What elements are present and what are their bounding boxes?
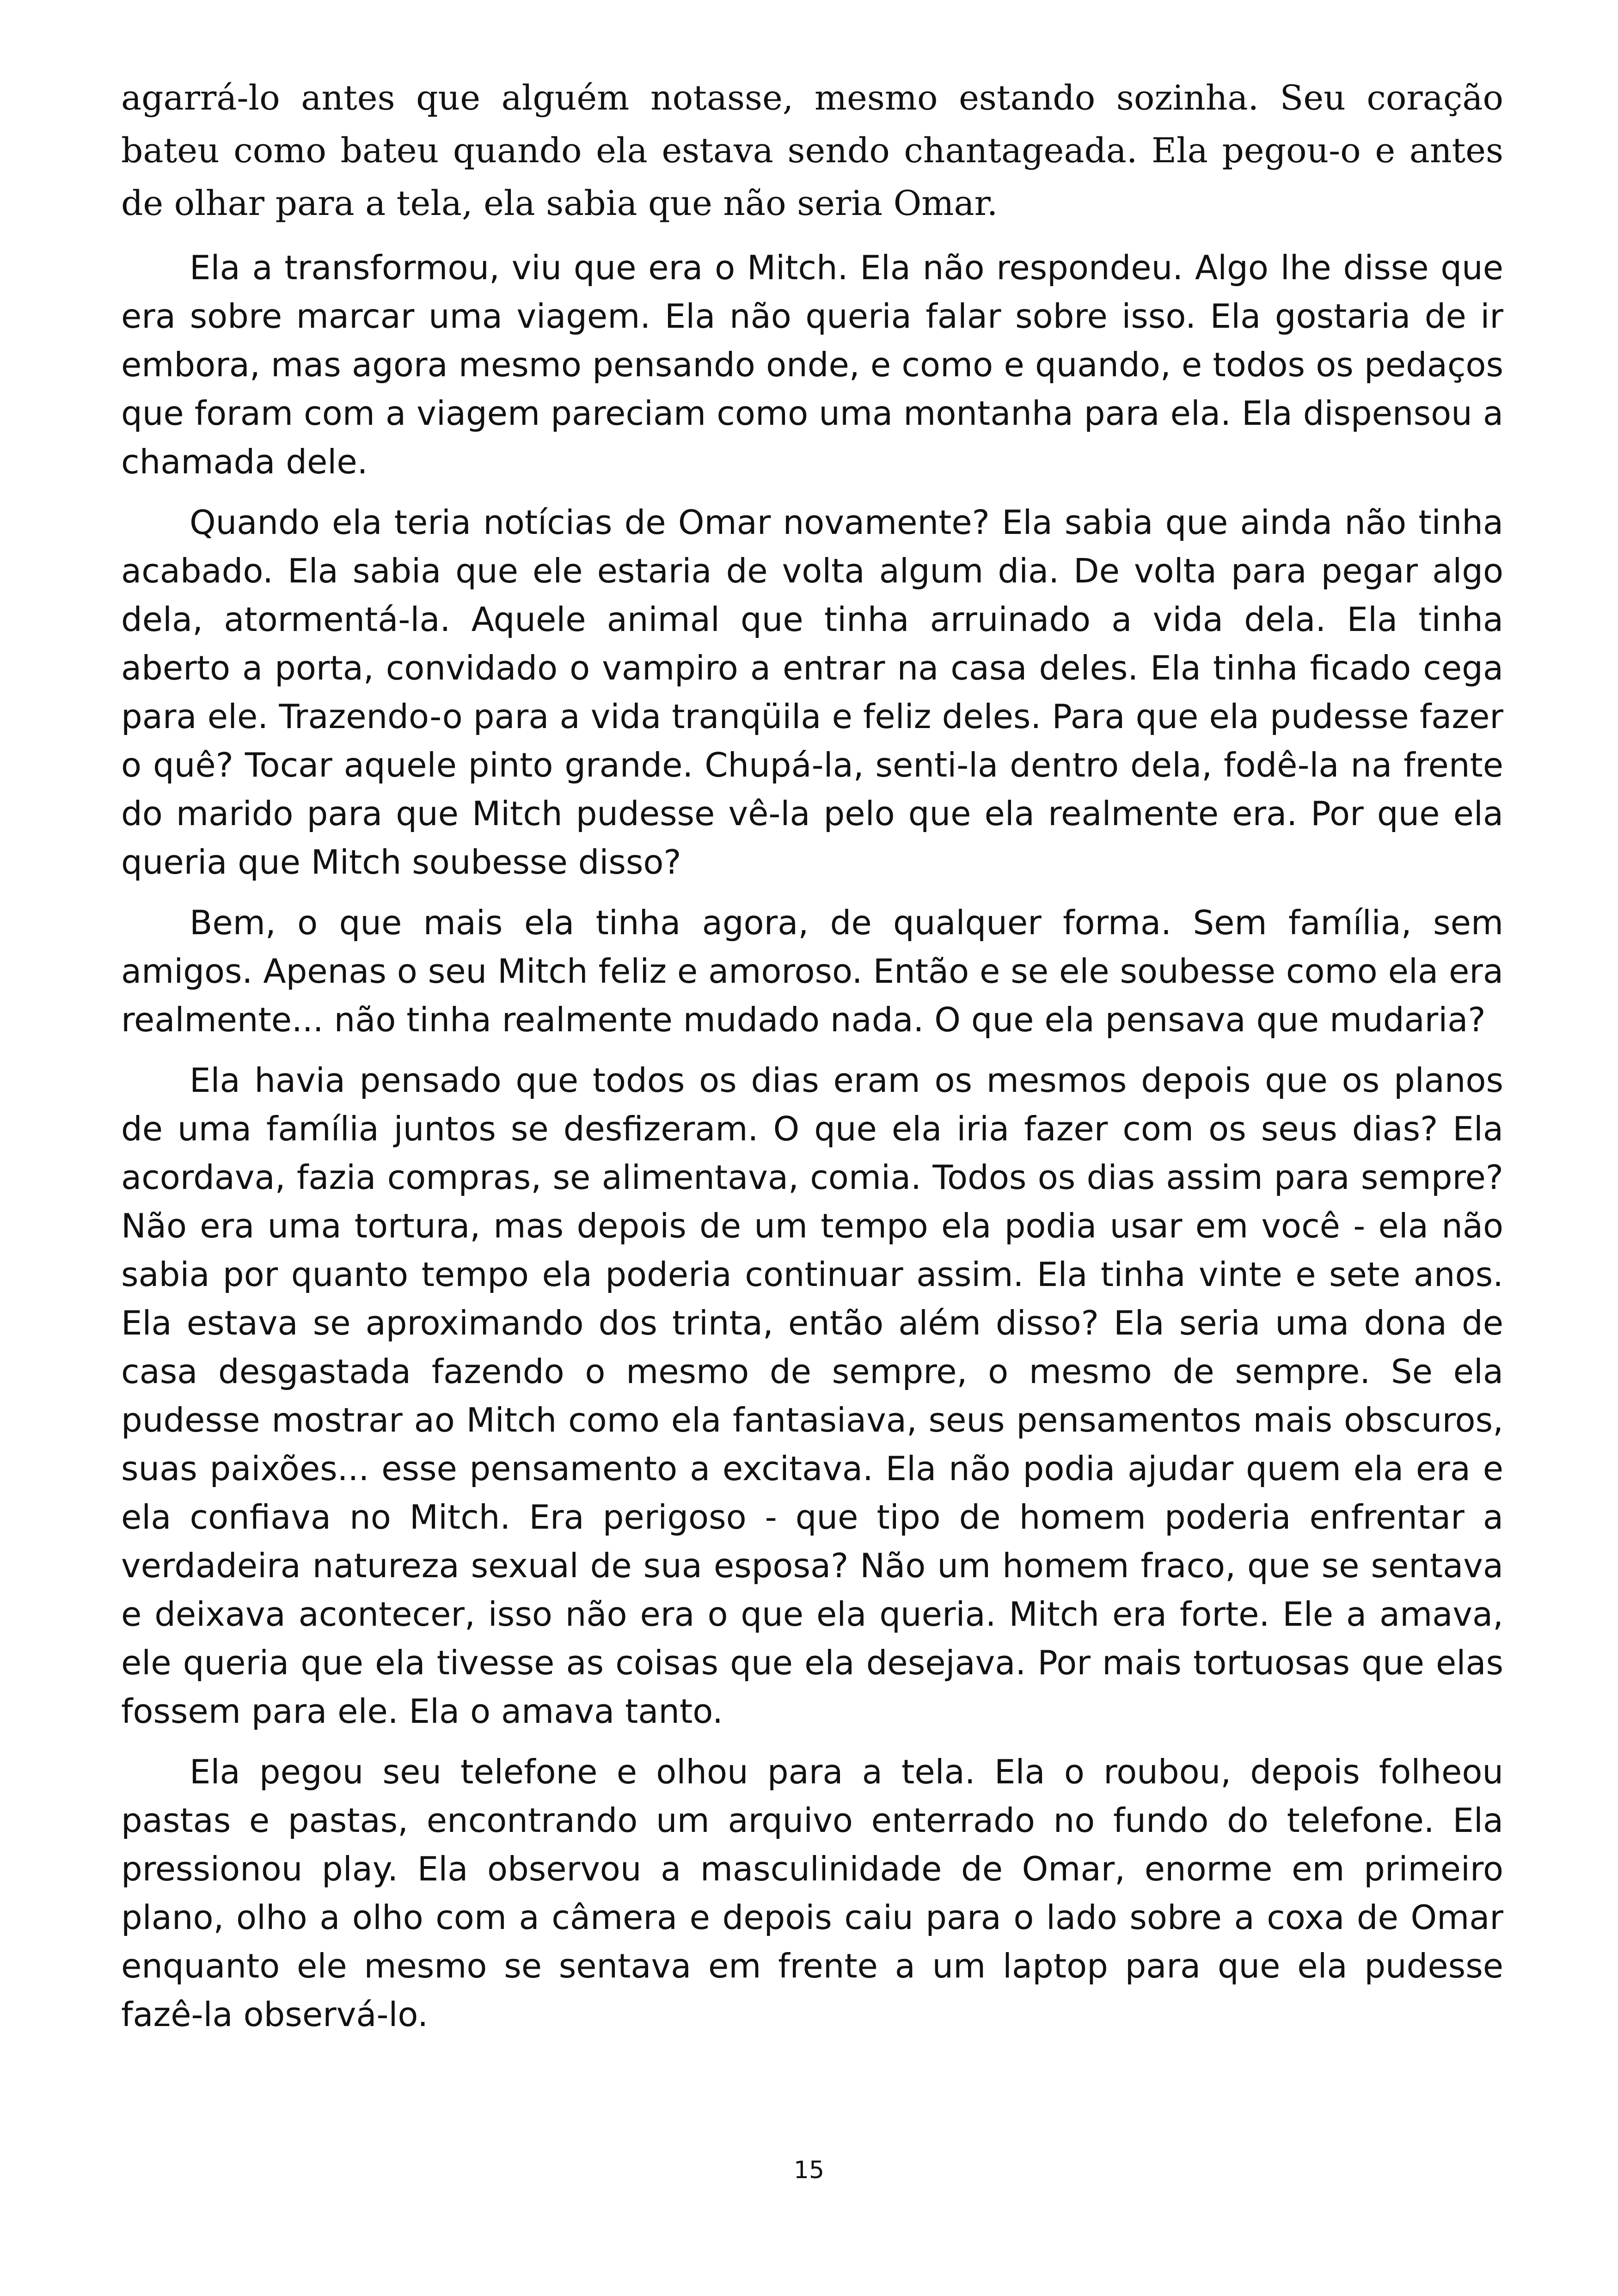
paragraph-3: Quando ela teria notícias de Omar novamente? Ela sabia que ainda não tinha acabado. Ela sabia que ele estaria de volta algum dia. De volta para pegar algo dela, atormentá-la. Aquele animal que tinha arruinado a vida dela. Ela tinha aberto a porta, convidado o vampiro a entrar na casa deles. Ela tinha ficado cega para ele. Trazendo-o para a vida tranqüila e feliz deles. Para que ela pudesse fazer o quê? Tocar aquele pinto grande. Chupá-la, senti-la dentro dela, fodê-la na frente do marido para que Mitch pudesse vê-la pelo que ela realmente era. Por que ela queria que Mitch soubesse disso? <box>121 503 1503 882</box>
paragraph-2: Ela a transformou, viu que era o Mitch. Ela não respondeu. Algo lhe disse que era sobre marcar uma viagem. Ela não queria falar sobre isso. Ela gostaria de ir embora, mas agora mesmo pensando onde, e como e quando, e todos os pedaços que foram com a viagem pareciam como uma montanha para ela. Ela dispensou a chamada dele. <box>121 248 1503 481</box>
paragraph-1: agarrá-lo antes que alguém notasse, mesmo estando sozinha. Seu coração bateu como bateu quando ela estava sendo chantageada. Ela pegou-o e antes de olhar para a tela, ela sabia que não seria Omar. <box>121 78 1503 223</box>
page-number: 15 <box>793 2156 825 2184</box>
paragraph-5: Ela havia pensado que todos os dias eram os mesmos depois que os planos de uma família juntos se desfizeram. O que ela iria fazer com os seus dias? Ela acordava, fazia compras, se alimentava, comia. Todos os dias assim para sempre? Não era uma tortura, mas depois de um tempo ela podia usar em você - ela não sabia por quanto tempo ela poderia continuar assim. Ela tinha vinte e sete anos. Ela estava se aproximando dos trinta, então além disso? Ela seria uma dona de casa desgastada fazendo o mesmo de sempre, o mesmo de sempre. Se ela pudesse mostrar ao Mitch como ela fantasiava, seus pensamentos mais obscuros, suas paixões... esse pensamento a excitava. Ela não podia ajudar quem ela era e ela confiava no Mitch. Era perigoso - que tipo de homem poderia enfrentar a verdadeira natureza sexual de sua esposa? Não um homem fraco, que se sentava e deixava acontecer, isso não era o que ela queria. Mitch era forte. Ele a amava, ele queria que ela tivesse as coisas que ela desejava. Por mais tortuosas que elas fossem para ele. Ela o amava tanto. <box>121 1061 1503 1731</box>
paragraph-6: Ela pegou seu telefone e olhou para a tela. Ela o roubou, depois folheou pastas e pastas, encontrando um arquivo enterrado no fundo do telefone. Ela pressionou play. Ela observou a masculinidade de Omar, enorme em primeiro plano, olho a olho com a câmera e depois caiu para o lado sobre a coxa de Omar enquanto ele mesmo se sentava em frente a um laptop para que ela pudesse fazê-la observá-lo. <box>121 1752 1503 2034</box>
page-body <box>121 72 1503 2051</box>
paragraph-4: Bem, o que mais ela tinha agora, de qualquer forma. Sem família, sem amigos. Apenas o seu Mitch feliz e amoroso. Então e se ele soubesse como ela era realmente... não tinha realmente mudado nada. O que ela pensava que mudaria? <box>121 903 1503 1039</box>
